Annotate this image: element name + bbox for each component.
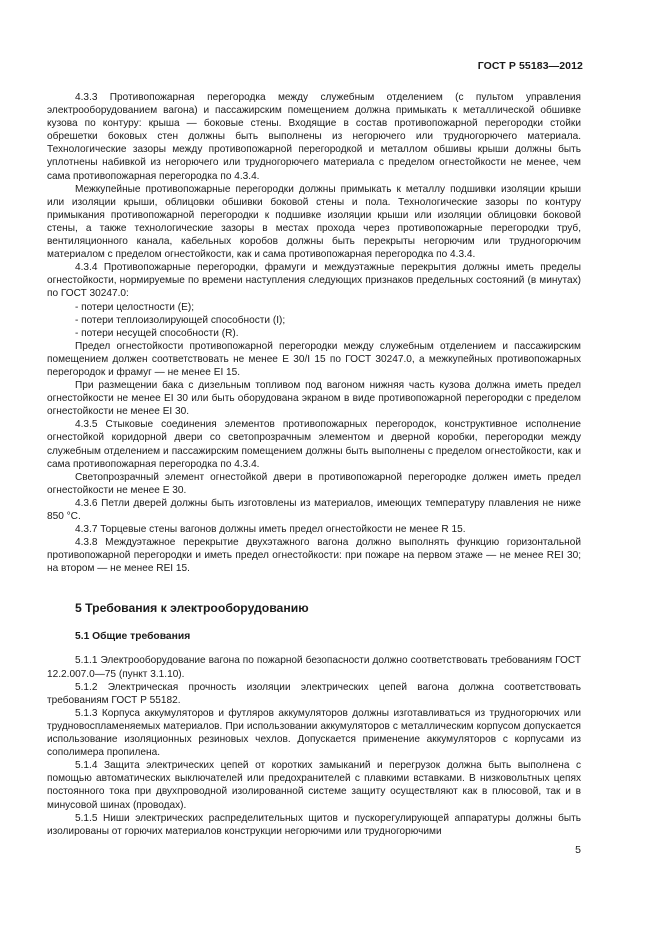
subsection-5-1-heading: 5.1 Общие требования [75, 631, 191, 643]
paragraph-4-3-3: 4.3.3 Противопожарная перегородка между служебным отделением (с пультом управления электрооборудованием вагона) и пассажирским помещением должна примыкать к металлической обшивке кузова по контуру: крыша — боковые стены. Входящие в состав противопожарной перегородки стойки обрешетки боковых стен должны быть выполнены из негорючего или трудногорючего материала. Технологические зазоры между противопожарной перегородкой и металлом обшивы крыши должны быть уплотнены набивкой из негорючего или трудногорючего материала с пределом огнестойкости не менее, чем сама противопожарная перегородка по 4.3.4. [47, 92, 581, 182]
paragraph-fire-limit: Предел огнестойкости противопожарной перегородки между служебным отделением и пассажирским помещением должен соответствовать не менее Е 30/I 15 по ГОСТ 30247.0, а межкупейных противопожарных перегородок и фрамуг — не менее ЕI 15. [47, 340, 581, 378]
paragraph-5-1-4: 5.1.4 Защита электрических цепей от коротких замыканий и перегрузок должна быть выполнена с помощью автоматических выключателей или предохранителей с плавкими вставками. В низковольтных цепях постоянного тока при двухпроводной изолированной системе защиту осуществляют как в плюсовой, так и в минусовой шинах (проводах). [47, 760, 581, 811]
list-item-insulation: - потери теплоизолирующей способности (I); [75, 314, 286, 326]
paragraph-4-3-8: 4.3.8 Междуэтажное перекрытие двухэтажного вагона должно выполнять функцию горизонтальной противопожарной перегородки и иметь предел огнестойкости: при пожаре на первом этаже — не менее REI 30; на втором — не менее REI 15. [47, 537, 581, 575]
list-item-integrity: - потери целостности (Е); [75, 301, 194, 313]
paragraph-4-3-6: 4.3.6 Петли дверей должны быть изготовлены из материалов, имеющих температуру плавления не ниже 850 °С. [47, 497, 581, 522]
document-header: ГОСТ Р 55183—2012 [477, 60, 583, 72]
paragraph-4-3-7: 4.3.7 Торцевые стены вагонов должны иметь предел огнестойкости не менее R 15. [75, 524, 466, 536]
paragraph-5-1-2: 5.1.2 Электрическая прочность изоляции электрических цепей вагона должна соответствовать требованиям ГОСТ Р 55182. [47, 681, 581, 706]
list-item-load-bearing: - потери несущей способности (R). [75, 327, 239, 339]
paragraph-5-1-1: 5.1.1 Электрооборудование вагона по пожарной безопасности должно соответствовать требованиям ГОСТ 12.2.007.0—75 (пункт 3.1.10). [47, 655, 581, 680]
paragraph-4-3-5: 4.3.5 Стыковые соединения элементов противопожарных перегородок, конструктивное исполнение огнестойкой коридорной двери со светопрозрачным элементом и дверной коробки, перегородки между служебным отделением и пассажирским помещением должны быть выполнены с пределом огнестойкости, как и сама противопожарная перегородка по 4.3.4. [47, 419, 581, 470]
paragraph-4-3-4: 4.3.4 Противопожарные перегородки, фрамуги и междуэтажные перекрытия должны иметь пределы огнестойкости, нормируемые по времени наступления следующих признаков предельных состояний (в минутах) по ГОСТ 30247.0: [47, 262, 581, 300]
document-body [47, 91, 581, 838]
page-number: 5 [575, 844, 581, 856]
section-5-heading: 5 Требования к электрооборудованию [75, 601, 309, 616]
paragraph-translucent-element: Светопрозрачный элемент огнестойкой двери в противопожарной перегородке должен иметь предел огнестойкости не менее Е 30. [47, 471, 581, 496]
paragraph-interroom-partitions: Межкупейные противопожарные перегородки должны примыкать к металлу подшивки изоляции крыши или изоляции крыши, облицовки обшивки боковой стены и пола. Технологические зазоры по контуру примыкания противопожарной перегородки к подшивке изоляции крыши или изоляции облицовки боковой стены, а также технологические зазоры в местах прохода через противопожарные перегородки труб, вентиляционного канала, кабельных коробов должны быть перекрыты негорючим или трудногорючим материалом с пределом огнестойкости, как и сама противопожарная перегородка по 4.3.4. [47, 183, 581, 261]
paragraph-diesel-tank: При размещении бака с дизельным топливом под вагоном нижняя часть кузова должна иметь предел огнестойкости не менее ЕI 30 или быть оборудована экраном в виде противопожарной перегородки с пределом огнестойкости не менее ЕI 30. [47, 380, 581, 418]
paragraph-5-1-3: 5.1.3 Корпуса аккумуляторов и футляров аккумуляторов должны изготавливаться из трудногорючих или трудновоспламеняемых материалов. При использовании аккумуляторов с металлическим корпусом допускается использование изоляционных резиновых чехлов. Допускается применение аккумуляторов с корпусами из сополимера пропилена. [47, 707, 581, 759]
paragraph-5-1-5: 5.1.5 Ниши электрических распределительных щитов и пускорегулирующей аппаратуры должны быть изолированы от горючих материалов конструкции негорючими или трудногорючими [47, 812, 581, 837]
